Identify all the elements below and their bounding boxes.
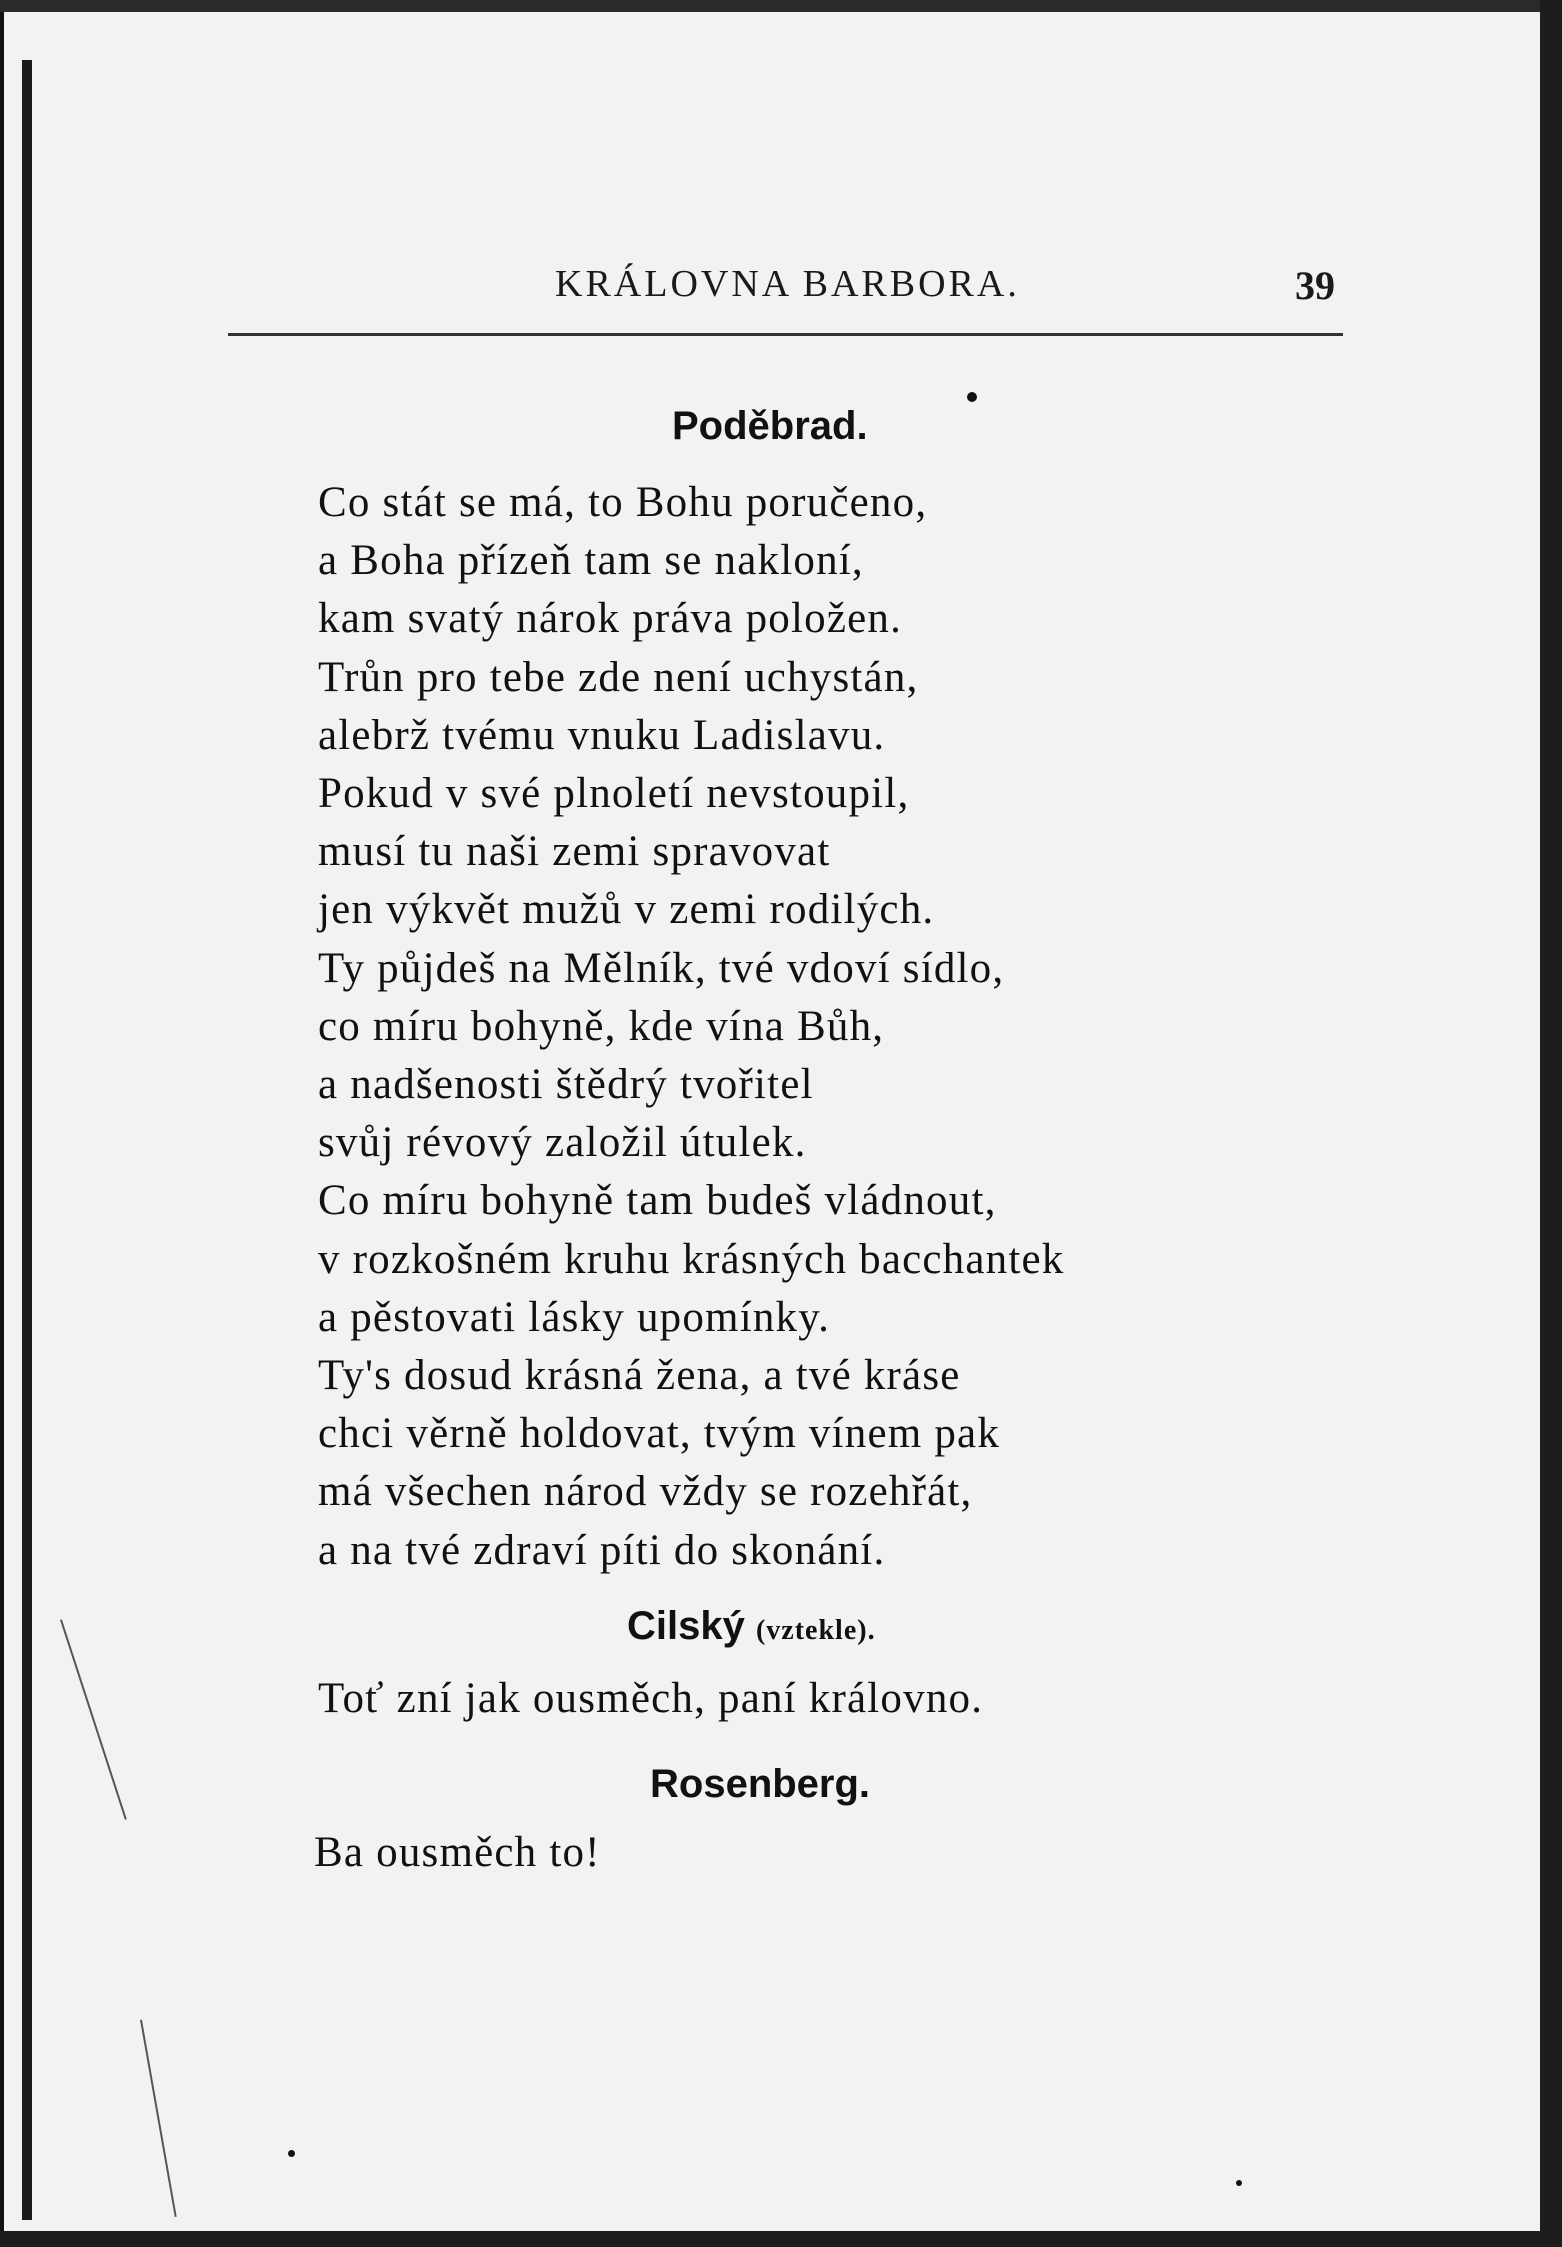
verse-line: alebrž tvému vnuku Ladislavu.	[318, 711, 886, 759]
speech-podebrad-verse	[318, 474, 1065, 1580]
verse-line: a na tvé zdraví píti do skonání.	[318, 1526, 886, 1574]
verse-line: Co stát se má, to Bohu poručeno,	[318, 479, 928, 526]
verse-line: Pokud v své plnoletí nevstoupil,	[318, 770, 910, 818]
header-rule	[228, 333, 1343, 336]
print-speck	[1236, 2180, 1242, 2186]
verse-line: jen výkvět mužů v zemi rodilých.	[318, 886, 935, 934]
verse-line: kam svatý nárok práva položen.	[318, 595, 903, 643]
verse-line: Toť zní jak ousměch, paní královno.	[318, 1675, 984, 1722]
page-top-edge	[0, 0, 1562, 12]
print-speck	[967, 392, 977, 402]
page-spine-shadow	[22, 60, 32, 2220]
verse-line: v rozkošném kruhu krásných bacchantek	[318, 1235, 1065, 1283]
verse-line: Co míru bohyně tam budeš vládnout,	[318, 1177, 997, 1225]
verse-line: Ty's dosud krásná žena, a tvé kráse	[318, 1352, 961, 1400]
paper-scratch	[140, 2020, 177, 2217]
page-number: 39	[1295, 263, 1335, 308]
verse-line: musí tu naši zemi spravovat	[318, 828, 831, 876]
speaker-name: Cilský	[627, 1604, 745, 1648]
print-speck	[288, 2150, 295, 2157]
verse-line: chci věrně holdovat, tvým vínem pak	[318, 1410, 1001, 1458]
speaker-rosenberg: Rosenberg.	[650, 1762, 871, 1806]
verse-line: a pěstovati lásky upomínky.	[318, 1293, 831, 1341]
stage-direction: (vztekle).	[755, 1615, 876, 1646]
verse-line: Ba ousměch to!	[314, 1829, 601, 1876]
verse-line: má všechen národ vždy se rozehřát,	[318, 1468, 973, 1516]
verse-line: a nadšenosti štědrý tvořitel	[318, 1061, 814, 1109]
verse-line: co míru bohyně, kde vína Bůh,	[318, 1002, 885, 1050]
verse-line: Ty půjdeš na Mělník, tvé vdoví sídlo,	[318, 944, 1005, 992]
verse-line: Trůn pro tebe zde není uchystán,	[318, 653, 919, 701]
running-title: KRÁLOVNA BARBORA.	[555, 263, 1020, 305]
page-bottom-edge	[0, 2231, 1562, 2247]
page-right-edge	[1540, 0, 1562, 2247]
speaker-podebrad: Poděbrad.	[672, 404, 868, 448]
verse-line: a Boha přízeň tam se nakloní,	[318, 537, 864, 585]
paper-scratch	[60, 1619, 127, 1819]
speaker-cilsky	[627, 1604, 876, 1649]
verse-line: svůj révový založil útulek.	[318, 1119, 807, 1167]
